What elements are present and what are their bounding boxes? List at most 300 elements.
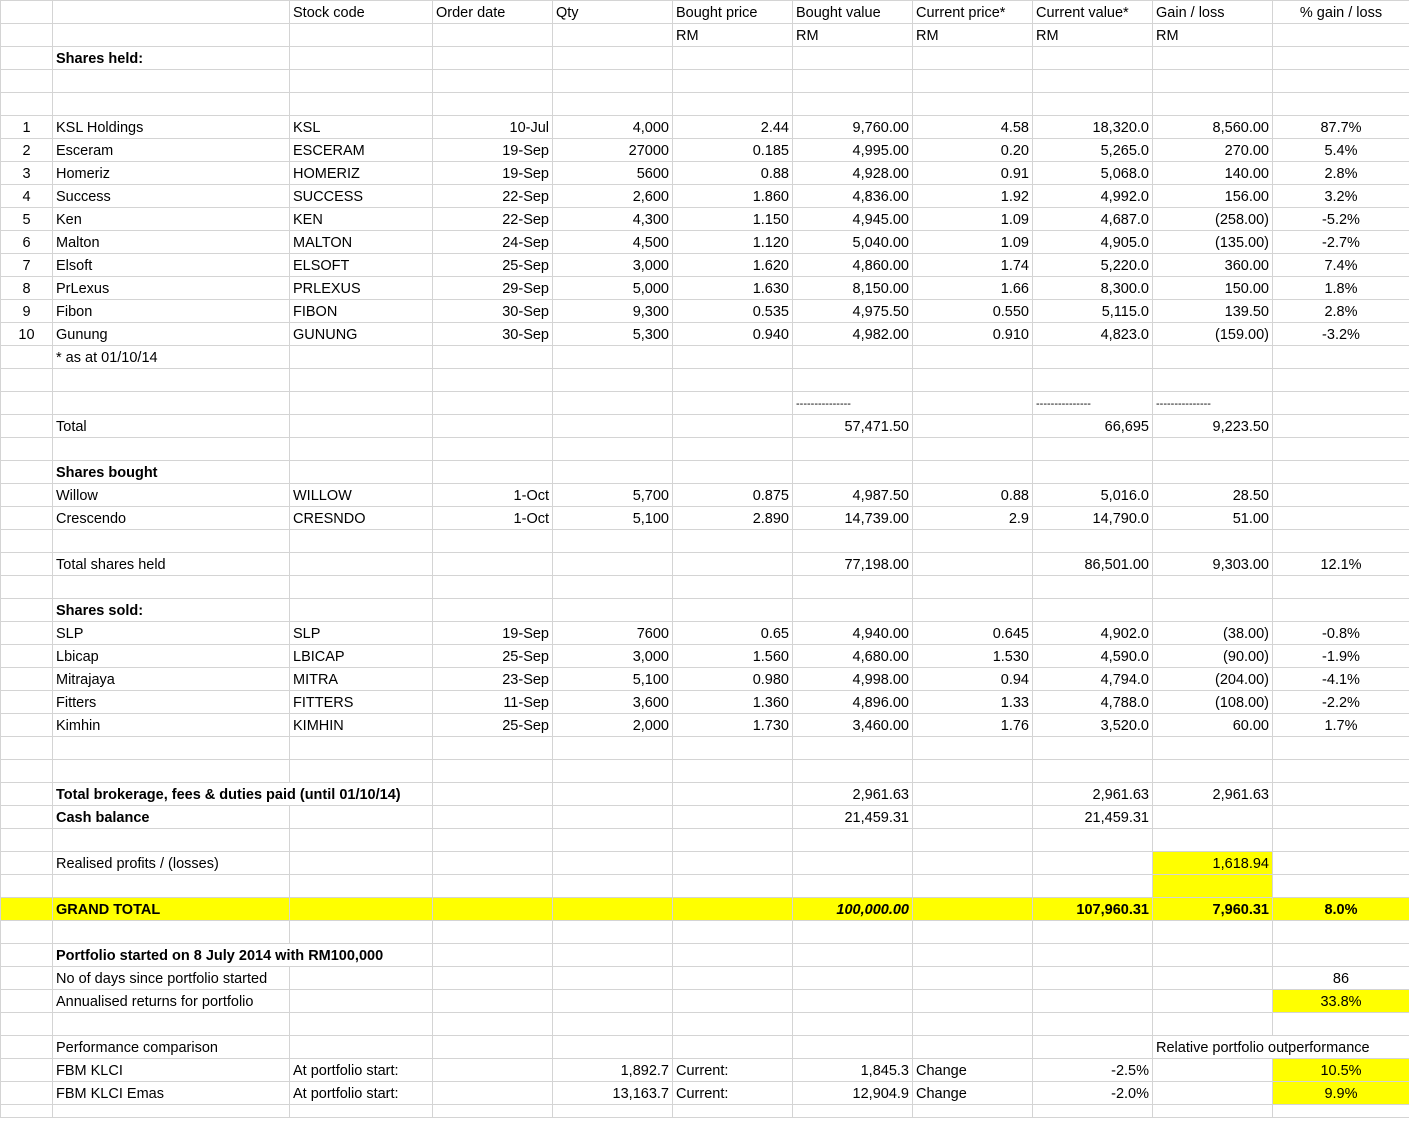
total-held-current-value[interactable]: 86,501.00 (1033, 553, 1153, 576)
cell[interactable] (290, 1013, 433, 1036)
cell[interactable] (1273, 507, 1409, 530)
cell[interactable] (53, 829, 290, 852)
current-price[interactable]: 1.09 (913, 208, 1033, 231)
underline-dashes[interactable]: --------------- (1153, 392, 1273, 415)
cell[interactable] (793, 346, 913, 369)
qty[interactable]: 5,300 (553, 323, 673, 346)
gain-loss[interactable]: 140.00 (1153, 162, 1273, 185)
unit-rm[interactable]: RM (913, 24, 1033, 47)
index-current-value[interactable]: 1,845.3 (793, 1059, 913, 1082)
cell[interactable] (1, 484, 53, 507)
stock-name[interactable]: SLP (53, 622, 290, 645)
bought-value[interactable]: 3,460.00 (793, 714, 913, 737)
qty[interactable]: 4,300 (553, 208, 673, 231)
stock-name[interactable]: Malton (53, 231, 290, 254)
cell[interactable] (433, 1082, 553, 1105)
cell[interactable] (1153, 438, 1273, 461)
cell[interactable] (1153, 944, 1273, 967)
gain-loss[interactable]: (258.00) (1153, 208, 1273, 231)
gain-loss[interactable]: 51.00 (1153, 507, 1273, 530)
cell[interactable] (433, 921, 553, 944)
cell[interactable] (433, 806, 553, 829)
cell[interactable] (53, 24, 290, 47)
bought-value[interactable]: 4,928.00 (793, 162, 913, 185)
cell[interactable] (1153, 875, 1273, 898)
qty[interactable]: 7600 (553, 622, 673, 645)
cell[interactable] (913, 852, 1033, 875)
bought-value[interactable]: 14,739.00 (793, 507, 913, 530)
current-price[interactable]: 4.58 (913, 116, 1033, 139)
cell[interactable] (1273, 1013, 1409, 1036)
header-pct-gain-loss[interactable]: % gain / loss (1273, 1, 1409, 24)
cell[interactable] (1, 1036, 53, 1059)
current-price[interactable]: 0.91 (913, 162, 1033, 185)
current-price[interactable]: 1.66 (913, 277, 1033, 300)
cell[interactable] (433, 415, 553, 438)
cell[interactable] (553, 70, 673, 93)
cell[interactable] (1033, 599, 1153, 622)
change-label[interactable]: Change (913, 1082, 1033, 1105)
bought-price[interactable]: 1.150 (673, 208, 793, 231)
cell[interactable] (1153, 70, 1273, 93)
total-held-bought-value[interactable]: 77,198.00 (793, 553, 913, 576)
cell[interactable] (433, 599, 553, 622)
cell[interactable] (793, 990, 913, 1013)
cell[interactable] (290, 1036, 433, 1059)
stock-code[interactable]: KSL (290, 116, 433, 139)
cell[interactable] (673, 47, 793, 70)
cell[interactable] (673, 392, 793, 415)
qty[interactable]: 3,600 (553, 691, 673, 714)
current-value[interactable]: 18,320.0 (1033, 116, 1153, 139)
cell[interactable] (433, 852, 553, 875)
cell[interactable] (673, 875, 793, 898)
fees-bought-value[interactable]: 2,961.63 (793, 783, 913, 806)
cell[interactable] (53, 530, 290, 553)
cell[interactable] (1153, 921, 1273, 944)
bought-price[interactable]: 0.940 (673, 323, 793, 346)
cell[interactable] (793, 1105, 913, 1118)
cell[interactable] (673, 852, 793, 875)
cell[interactable] (913, 599, 1033, 622)
gain-loss[interactable]: 150.00 (1153, 277, 1273, 300)
cell[interactable] (553, 921, 673, 944)
current-value[interactable]: 5,068.0 (1033, 162, 1153, 185)
cell[interactable] (1273, 70, 1409, 93)
cell[interactable] (1273, 415, 1409, 438)
cell[interactable] (1033, 852, 1153, 875)
cell[interactable] (673, 553, 793, 576)
cell[interactable] (290, 990, 433, 1013)
cell[interactable] (1273, 530, 1409, 553)
cell[interactable] (1033, 990, 1153, 1013)
cell[interactable] (1033, 369, 1153, 392)
order-date[interactable]: 11-Sep (433, 691, 553, 714)
cell[interactable] (553, 93, 673, 116)
cell[interactable] (913, 829, 1033, 852)
cell[interactable] (1273, 783, 1409, 806)
order-date[interactable]: 29-Sep (433, 277, 553, 300)
cell[interactable] (1153, 1082, 1273, 1105)
stock-code[interactable]: GUNUNG (290, 323, 433, 346)
cell[interactable] (1153, 369, 1273, 392)
cell[interactable] (553, 24, 673, 47)
cell[interactable] (673, 1105, 793, 1118)
cell[interactable] (290, 829, 433, 852)
order-date[interactable]: 23-Sep (433, 668, 553, 691)
total-shares-held-label[interactable]: Total shares held (53, 553, 290, 576)
cell[interactable] (53, 875, 290, 898)
cell[interactable] (673, 990, 793, 1013)
bought-price[interactable]: 1.630 (673, 277, 793, 300)
pct-gain-loss[interactable]: 3.2% (1273, 185, 1409, 208)
row-number[interactable]: 10 (1, 323, 53, 346)
cell[interactable] (673, 461, 793, 484)
row-number[interactable]: 6 (1, 231, 53, 254)
cell[interactable] (1, 806, 53, 829)
cell[interactable] (1, 369, 53, 392)
cell[interactable] (913, 461, 1033, 484)
bought-value[interactable]: 4,987.50 (793, 484, 913, 507)
cell[interactable] (53, 921, 290, 944)
fees-current-value[interactable]: 2,961.63 (1033, 783, 1153, 806)
pct-gain-loss[interactable]: -4.1% (1273, 668, 1409, 691)
cell[interactable] (290, 346, 433, 369)
cell[interactable] (553, 760, 673, 783)
bought-price[interactable]: 2.44 (673, 116, 793, 139)
current-value[interactable]: 4,788.0 (1033, 691, 1153, 714)
bought-price[interactable]: 1.620 (673, 254, 793, 277)
cell[interactable] (433, 24, 553, 47)
pct-gain-loss[interactable]: -2.7% (1273, 231, 1409, 254)
pct-gain-loss[interactable]: -2.2% (1273, 691, 1409, 714)
order-date[interactable]: 25-Sep (433, 254, 553, 277)
cell[interactable] (290, 93, 433, 116)
pct-gain-loss[interactable]: 2.8% (1273, 162, 1409, 185)
cell[interactable] (1, 829, 53, 852)
qty[interactable]: 4,500 (553, 231, 673, 254)
cell[interactable] (793, 944, 913, 967)
cell[interactable] (433, 829, 553, 852)
cell[interactable] (433, 967, 553, 990)
cell[interactable] (1273, 829, 1409, 852)
bought-value[interactable]: 4,860.00 (793, 254, 913, 277)
cell[interactable] (433, 392, 553, 415)
header-order-date[interactable]: Order date (433, 1, 553, 24)
cell[interactable] (1, 415, 53, 438)
cell[interactable] (913, 576, 1033, 599)
cell[interactable] (1033, 47, 1153, 70)
outperformance-value[interactable]: 9.9% (1273, 1082, 1409, 1105)
cell[interactable] (1033, 737, 1153, 760)
pct-gain-loss[interactable]: 1.8% (1273, 277, 1409, 300)
gain-loss[interactable]: 8,560.00 (1153, 116, 1273, 139)
cell[interactable] (290, 921, 433, 944)
portfolio-started-label[interactable]: Portfolio started on 8 July 2014 with RM100,000 (53, 944, 433, 967)
stock-name[interactable]: Homeriz (53, 162, 290, 185)
cell[interactable] (1273, 852, 1409, 875)
cell[interactable] (1033, 875, 1153, 898)
section-title-shares-bought[interactable]: Shares bought (53, 461, 290, 484)
cell[interactable] (1, 967, 53, 990)
cell[interactable] (1273, 346, 1409, 369)
current-value[interactable]: 4,905.0 (1033, 231, 1153, 254)
cell[interactable] (433, 530, 553, 553)
current-price[interactable]: 1.09 (913, 231, 1033, 254)
cell[interactable] (433, 944, 553, 967)
cell[interactable] (673, 783, 793, 806)
cell[interactable] (1, 921, 53, 944)
cell[interactable] (673, 415, 793, 438)
cell[interactable] (290, 369, 433, 392)
qty[interactable]: 27000 (553, 139, 673, 162)
cell[interactable] (1033, 70, 1153, 93)
cell[interactable] (553, 392, 673, 415)
current-value[interactable]: 4,794.0 (1033, 668, 1153, 691)
current-value[interactable]: 5,016.0 (1033, 484, 1153, 507)
cell[interactable] (553, 944, 673, 967)
cell[interactable] (553, 599, 673, 622)
current-price[interactable]: 1.92 (913, 185, 1033, 208)
order-date[interactable]: 22-Sep (433, 208, 553, 231)
current-price[interactable]: 0.645 (913, 622, 1033, 645)
total-held-pct[interactable]: 12.1% (1273, 553, 1409, 576)
bought-price[interactable]: 0.980 (673, 668, 793, 691)
stock-name[interactable]: Fitters (53, 691, 290, 714)
current-price[interactable]: 1.74 (913, 254, 1033, 277)
cell[interactable] (1, 392, 53, 415)
cell[interactable] (290, 875, 433, 898)
cell[interactable] (290, 852, 433, 875)
cell[interactable] (433, 346, 553, 369)
stock-code[interactable]: SLP (290, 622, 433, 645)
index-name[interactable]: FBM KLCI Emas (53, 1082, 290, 1105)
order-date[interactable]: 1-Oct (433, 484, 553, 507)
cell[interactable] (913, 392, 1033, 415)
gain-loss[interactable]: 60.00 (1153, 714, 1273, 737)
realised-label[interactable]: Realised profits / (losses) (53, 852, 290, 875)
pct-gain-loss[interactable]: -3.2% (1273, 323, 1409, 346)
gain-loss[interactable]: 139.50 (1153, 300, 1273, 323)
cell[interactable] (793, 599, 913, 622)
cell[interactable] (290, 461, 433, 484)
cell[interactable] (553, 576, 673, 599)
cell[interactable] (1153, 47, 1273, 70)
cell[interactable] (673, 438, 793, 461)
cell[interactable] (1273, 921, 1409, 944)
cell[interactable] (913, 553, 1033, 576)
cell[interactable] (1, 438, 53, 461)
current-value[interactable]: 8,300.0 (1033, 277, 1153, 300)
cell[interactable] (1273, 806, 1409, 829)
current-price[interactable]: 1.530 (913, 645, 1033, 668)
cell[interactable] (433, 576, 553, 599)
cell[interactable] (53, 737, 290, 760)
cell[interactable] (1273, 369, 1409, 392)
cell[interactable] (913, 93, 1033, 116)
cell[interactable] (1, 1105, 53, 1118)
cell[interactable] (1153, 829, 1273, 852)
qty[interactable]: 4,000 (553, 116, 673, 139)
cell[interactable] (1, 1013, 53, 1036)
cell[interactable] (553, 898, 673, 921)
cell[interactable] (433, 990, 553, 1013)
total-gain-loss[interactable]: 9,223.50 (1153, 415, 1273, 438)
cell[interactable] (673, 967, 793, 990)
stock-code[interactable]: ESCERAM (290, 139, 433, 162)
cell[interactable] (1273, 438, 1409, 461)
grand-total-bought-value[interactable]: 100,000.00 (793, 898, 913, 921)
total-bought-value[interactable]: 57,471.50 (793, 415, 913, 438)
cell[interactable] (913, 783, 1033, 806)
stock-code[interactable]: SUCCESS (290, 185, 433, 208)
cell[interactable] (1153, 461, 1273, 484)
realised-value[interactable]: 1,618.94 (1153, 852, 1273, 875)
order-date[interactable]: 19-Sep (433, 139, 553, 162)
current-value[interactable]: 4,992.0 (1033, 185, 1153, 208)
cell[interactable] (913, 760, 1033, 783)
cell[interactable] (1273, 576, 1409, 599)
cell[interactable] (913, 737, 1033, 760)
cell[interactable] (1153, 346, 1273, 369)
pct-gain-loss[interactable]: -1.9% (1273, 645, 1409, 668)
cell[interactable] (793, 737, 913, 760)
cell[interactable] (1, 898, 53, 921)
bought-price[interactable]: 1.730 (673, 714, 793, 737)
days-label[interactable]: No of days since portfolio started (53, 967, 290, 990)
cell[interactable] (1, 1082, 53, 1105)
cell[interactable] (1, 346, 53, 369)
cell[interactable] (1033, 346, 1153, 369)
cell[interactable] (1, 461, 53, 484)
stock-code[interactable]: FITTERS (290, 691, 433, 714)
qty[interactable]: 3,000 (553, 645, 673, 668)
order-date[interactable]: 25-Sep (433, 714, 553, 737)
bought-price[interactable]: 0.65 (673, 622, 793, 645)
stock-code[interactable]: HOMERIZ (290, 162, 433, 185)
gain-loss[interactable]: (108.00) (1153, 691, 1273, 714)
cell[interactable] (53, 70, 290, 93)
stock-name[interactable]: Mitrajaya (53, 668, 290, 691)
cell[interactable] (793, 760, 913, 783)
order-date[interactable]: 25-Sep (433, 645, 553, 668)
cell[interactable] (553, 415, 673, 438)
stock-name[interactable]: Elsoft (53, 254, 290, 277)
qty[interactable]: 9,300 (553, 300, 673, 323)
grand-total-pct[interactable]: 8.0% (1273, 898, 1409, 921)
current-value[interactable]: 4,687.0 (1033, 208, 1153, 231)
cell[interactable] (1, 599, 53, 622)
cell[interactable] (673, 369, 793, 392)
cell[interactable] (1033, 1105, 1153, 1118)
bought-price[interactable]: 0.535 (673, 300, 793, 323)
pct-gain-loss[interactable]: 1.7% (1273, 714, 1409, 737)
cell[interactable] (673, 737, 793, 760)
cell[interactable] (1273, 599, 1409, 622)
unit-rm[interactable]: RM (1153, 24, 1273, 47)
cell[interactable] (1, 668, 53, 691)
cell[interactable] (1, 990, 53, 1013)
bought-value[interactable]: 4,836.00 (793, 185, 913, 208)
cell[interactable] (1, 714, 53, 737)
cell[interactable] (793, 852, 913, 875)
cell[interactable] (913, 346, 1033, 369)
cell[interactable] (433, 70, 553, 93)
cell[interactable] (290, 898, 433, 921)
bought-price[interactable]: 0.88 (673, 162, 793, 185)
index-current-value[interactable]: 12,904.9 (793, 1082, 913, 1105)
bought-value[interactable]: 4,945.00 (793, 208, 913, 231)
cell[interactable] (553, 438, 673, 461)
current-price[interactable]: 0.88 (913, 484, 1033, 507)
cell[interactable] (793, 921, 913, 944)
stock-code[interactable]: KIMHIN (290, 714, 433, 737)
qty[interactable]: 2,600 (553, 185, 673, 208)
order-date[interactable]: 19-Sep (433, 622, 553, 645)
cell[interactable] (433, 553, 553, 576)
cash-current-value[interactable]: 21,459.31 (1033, 806, 1153, 829)
cell[interactable] (793, 967, 913, 990)
order-date[interactable]: 1-Oct (433, 507, 553, 530)
total-current-value[interactable]: 66,695 (1033, 415, 1153, 438)
cell[interactable] (53, 760, 290, 783)
cell[interactable] (673, 93, 793, 116)
cell[interactable] (433, 369, 553, 392)
cell[interactable] (1033, 461, 1153, 484)
order-date[interactable]: 22-Sep (433, 185, 553, 208)
row-number[interactable]: 9 (1, 300, 53, 323)
cell[interactable] (290, 438, 433, 461)
outperformance-value[interactable]: 10.5% (1273, 1059, 1409, 1082)
relative-outperformance-label[interactable]: Relative portfolio outperformance (1153, 1036, 1409, 1059)
cell[interactable] (1153, 93, 1273, 116)
section-title-shares-held[interactable]: Shares held: (53, 47, 290, 70)
bought-value[interactable]: 4,982.00 (793, 323, 913, 346)
change-label[interactable]: Change (913, 1059, 1033, 1082)
row-number[interactable]: 8 (1, 277, 53, 300)
current-price[interactable]: 1.76 (913, 714, 1033, 737)
underline-dashes[interactable]: --------------- (793, 392, 913, 415)
cell[interactable] (673, 599, 793, 622)
cell[interactable] (1153, 1013, 1273, 1036)
stock-code[interactable]: WILLOW (290, 484, 433, 507)
index-change-value[interactable]: -2.5% (1033, 1059, 1153, 1082)
cell[interactable] (1273, 24, 1409, 47)
cell[interactable] (1, 622, 53, 645)
qty[interactable]: 5600 (553, 162, 673, 185)
cell[interactable] (1153, 737, 1273, 760)
unit-rm[interactable]: RM (673, 24, 793, 47)
stock-code[interactable]: FIBON (290, 300, 433, 323)
cell[interactable] (553, 783, 673, 806)
cell[interactable] (553, 737, 673, 760)
current-price[interactable]: 0.20 (913, 139, 1033, 162)
current-value[interactable]: 5,115.0 (1033, 300, 1153, 323)
stock-code[interactable]: PRLEXUS (290, 277, 433, 300)
cell[interactable] (553, 1105, 673, 1118)
cell[interactable] (1, 1059, 53, 1082)
cell[interactable] (290, 70, 433, 93)
index-name[interactable]: FBM KLCI (53, 1059, 290, 1082)
cell[interactable] (913, 1013, 1033, 1036)
cell[interactable] (53, 392, 290, 415)
qty[interactable]: 5,100 (553, 668, 673, 691)
stock-code[interactable]: LBICAP (290, 645, 433, 668)
cell[interactable] (553, 806, 673, 829)
bought-value[interactable]: 4,975.50 (793, 300, 913, 323)
cell[interactable] (553, 461, 673, 484)
cell[interactable] (290, 806, 433, 829)
